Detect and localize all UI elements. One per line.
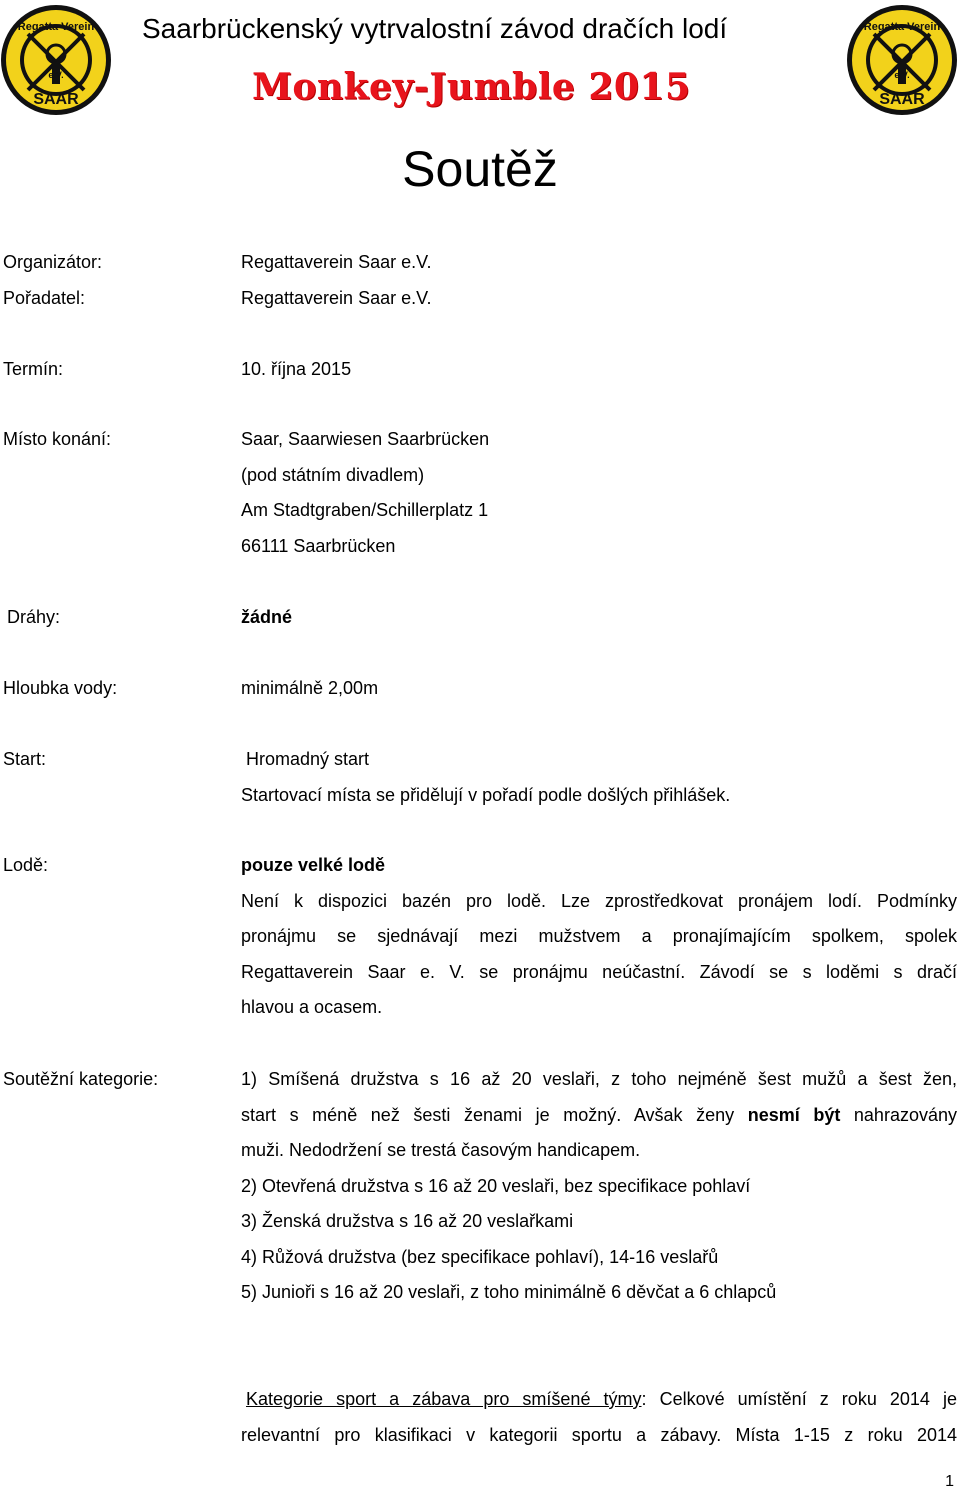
category-5: 5) Junioři s 16 až 20 veslaři, z toho minimálně 6 děvčat a 6 chlapců [241, 1282, 777, 1302]
boats-label: Lodě: [3, 855, 49, 875]
regatta-verein-logo-left [0, 4, 112, 116]
start-positions: Startovací místa se přidělují v pořadí podle došlých přihlášek. [241, 784, 731, 805]
svg-text:SAAR: SAAR [33, 91, 79, 108]
category-2: 2) Otevřená družstva s 16 až 20 veslaři, bez specifikace pohlaví [241, 1175, 751, 1196]
svg-text:Regatta Verein: Regatta Verein [17, 21, 95, 33]
category-4: 4) Růžová družstva (bez specifikace pohlaví), 14-16 veslařů [241, 1246, 719, 1267]
host-label: Pořadatel: [3, 288, 86, 308]
start-value [241, 742, 957, 813]
sport-fun-line: relevantní pro klasifikaci v kategorii sportu a zábavy. Místa 1-15 z roku 2014 [241, 1424, 957, 1445]
category-1-text: nahrazovány [840, 1104, 957, 1125]
start-type: Hromadný start [246, 749, 370, 769]
date-value: 10. října 2015 [241, 359, 352, 379]
start-label: Start: [3, 749, 47, 769]
boats-value [241, 848, 957, 1026]
host-value: Regattaverein Saar e.V. [241, 288, 432, 308]
svg-text:e.V.: e.V. [894, 70, 910, 80]
page-number: 1 [945, 1473, 954, 1490]
category-1-emphasis: nesmí být [747, 1104, 841, 1125]
lanes-value: žádné [241, 607, 293, 627]
document-title: Soutěž [402, 141, 558, 197]
depth-value: minimálně 2,00m [241, 678, 379, 698]
categories-value [241, 1062, 957, 1311]
organizer-label: Organizátor: [3, 252, 103, 272]
venue-label: Místo konání: [3, 429, 112, 449]
lanes-label: Dráhy: [7, 607, 61, 627]
venue-line: Am Stadtgraben/Schillerplatz 1 [241, 500, 489, 520]
sport-fun-line [241, 1382, 957, 1418]
regatta-verein-logo-right [846, 4, 958, 116]
svg-text:Regatta Verein: Regatta Verein [863, 21, 941, 33]
svg-text:SAAR: SAAR [879, 91, 925, 108]
boats-text-line: pronájmu se sjednávají mezi mužstvem a pronajímajícím spolkem, spolek [241, 926, 957, 946]
boats-text-line: hlavou a ocasem. [241, 997, 383, 1017]
category-3: 3) Ženská družstva s 16 až 20 veslařkami [241, 1211, 574, 1231]
venue-line: 66111 Saarbrücken [241, 535, 396, 556]
sport-fun-text-rest: : Celkové umístění z roku 2014 je [641, 1389, 957, 1409]
category-1-line: 1) Smíšená družstva s 16 až 20 veslaři, z toho nejméně šest mužů a šest žen, [241, 1069, 957, 1089]
category-1-text: start s méně než šesti ženami je možný. Avšak ženy [241, 1104, 748, 1125]
venue-line: Saar, Saarwiesen Saarbrücken [241, 429, 490, 449]
organizer-value: Regattaverein Saar e.V. [241, 252, 432, 272]
category-1-line [241, 1098, 957, 1134]
sport-fun-link[interactable]: Kategorie sport a zábava pro smíšené týmy [246, 1389, 642, 1409]
boats-text-line: Regattaverein Saar e. V. se pronájmu neúčastní. Závodí se s loděmi s dračí [241, 961, 957, 982]
depth-label: Hloubka vody: [3, 678, 118, 698]
svg-text:e.V.: e.V. [48, 70, 64, 80]
sport-fun-text [241, 1382, 957, 1453]
boats-heading: pouze velké lodě [241, 855, 386, 875]
category-1-line: muži. Nedodržení se trestá časovým handicapem. [241, 1140, 641, 1160]
venue-line: (pod státním divadlem) [241, 464, 425, 485]
event-name: Monkey-Jumble 2015 [252, 66, 691, 108]
categories-label: Soutěžní kategorie: [3, 1069, 159, 1089]
venue-value [241, 422, 957, 564]
boats-text-line: Není k dispozici bazén pro lodě. Lze zprostředkovat pronájem lodí. Podmínky [241, 890, 957, 911]
header-title: Saarbrückenský vytrvalostní závod dračích lodí [142, 13, 728, 44]
date-label: Termín: [3, 359, 64, 379]
